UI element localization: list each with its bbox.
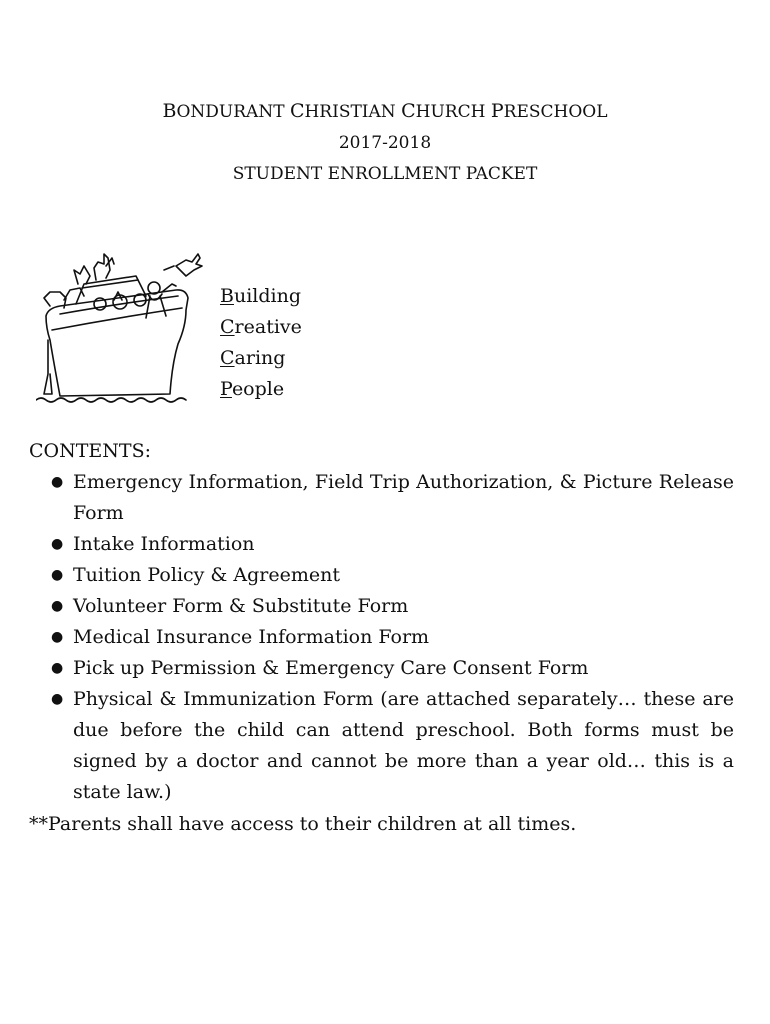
list-item [51, 622, 734, 653]
acrostic-initial: C [220, 316, 235, 338]
list-item-text: Pick up Permission & Emergency Care Consent Form [73, 657, 589, 679]
contents-heading: CONTENTS: [29, 440, 151, 462]
school-name-initial-2: C [289, 100, 305, 122]
acrostic-rest: reative [234, 316, 302, 338]
acrostic-initial: C [220, 347, 235, 369]
list-item [51, 560, 734, 591]
list-item-text: Tuition Policy & Agreement [73, 564, 340, 586]
bullet-icon: ● [51, 660, 64, 676]
list-item [51, 467, 734, 529]
list-item [51, 529, 734, 560]
acrostic-motto [220, 281, 302, 405]
acrostic-row-building [220, 281, 302, 312]
list-item-text: Volunteer Form & Substitute Form [73, 595, 409, 617]
document-header [0, 96, 770, 190]
list-item-text: Physical & Immunization Form (are attached separately… these are due before the child can attend preschool. Both forms must be signed by a doctor and cannot be more than a year old… this is a state law.) [73, 688, 734, 803]
bullet-icon: ● [51, 536, 64, 552]
acrostic-initial: P [220, 378, 232, 400]
acrostic-rest: uilding [233, 285, 301, 307]
bullet-icon: ● [51, 474, 64, 490]
acrostic-row-people [220, 374, 302, 405]
school-year: 2017-2018 [338, 133, 432, 153]
bullet-icon: ● [51, 629, 64, 645]
school-name-initial-4: P [490, 100, 504, 122]
school-name-initial-3: C [401, 100, 416, 122]
school-name-word-4: RESCHOOL [503, 102, 608, 122]
list-item-text: Emergency Information, Field Trip Authorization, & Picture Release Form [73, 471, 734, 524]
school-name [0, 96, 770, 128]
packet-title: STUDENT ENROLLMENT PACKET [232, 164, 538, 184]
school-name-word-2: HRISTIAN [304, 102, 402, 122]
list-item [51, 684, 734, 808]
noahs-ark-illustration [36, 244, 206, 409]
acrostic-row-caring [220, 343, 302, 374]
acrostic-initial: B [220, 285, 234, 307]
list-item-text: Intake Information [73, 533, 255, 555]
bullet-icon: ● [51, 598, 64, 614]
list-item [51, 591, 734, 622]
contents-list [51, 467, 734, 808]
bullet-icon: ● [51, 567, 64, 583]
list-item-text: Medical Insurance Information Form [73, 626, 430, 648]
bullet-icon: ● [51, 691, 64, 707]
acrostic-row-creative [220, 312, 302, 343]
school-name-word-1: ONDURANT [176, 102, 290, 122]
list-item [51, 653, 734, 684]
school-name-word-3: HURCH [415, 102, 491, 122]
acrostic-rest: eople [231, 378, 285, 400]
school-name-initial-1: B [162, 100, 177, 122]
parent-access-note: **Parents shall have access to their children at all times. [29, 813, 577, 835]
acrostic-rest: aring [234, 347, 286, 369]
